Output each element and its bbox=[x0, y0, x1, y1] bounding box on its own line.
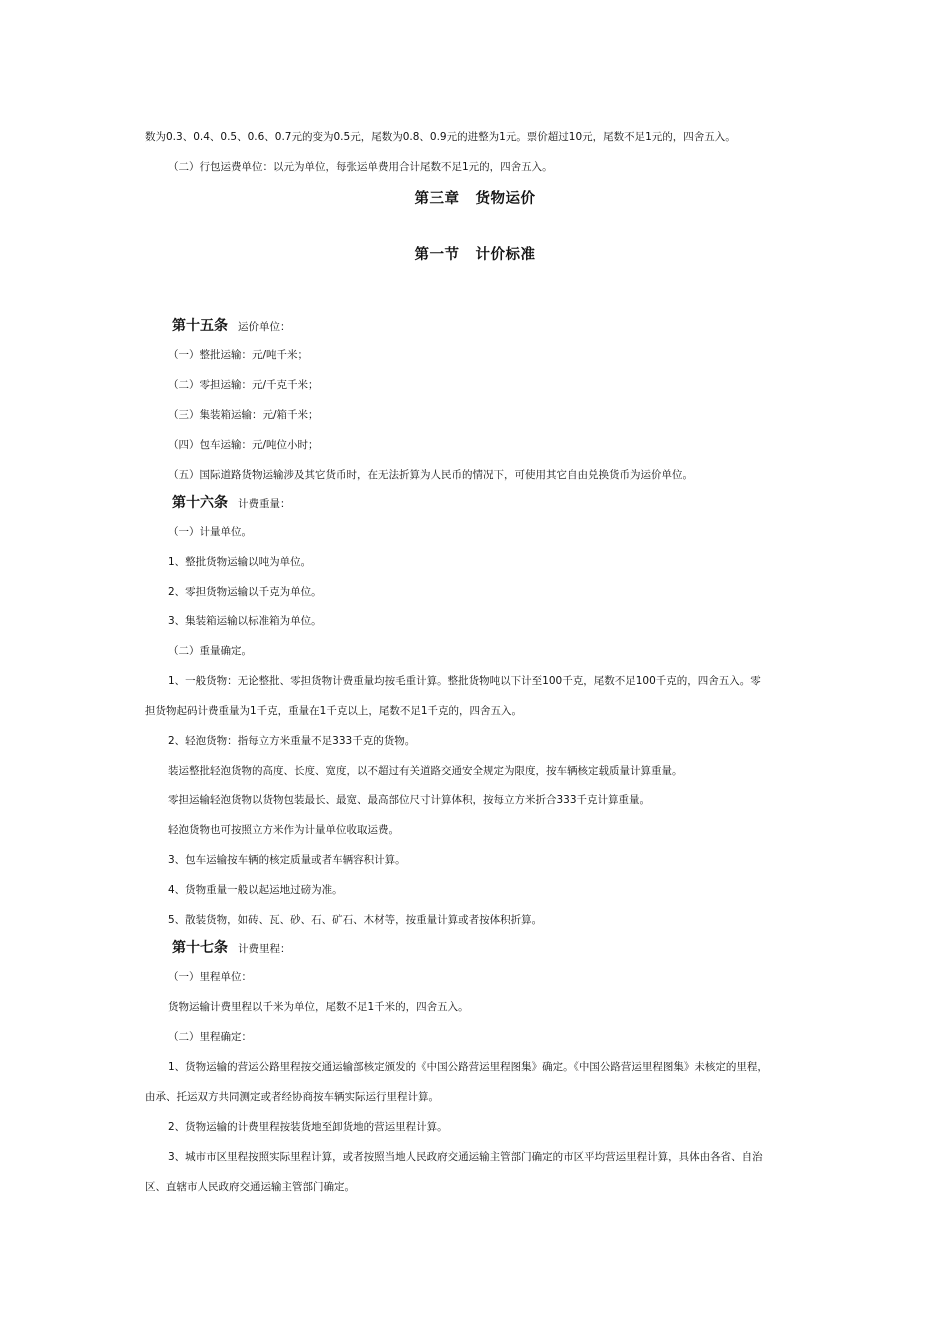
text-line: 装运整批轻泡货物的高度、长度、宽度，以不超过有关道路交通安全规定为限度，按车辆核定载质量计算重量。 bbox=[168, 765, 683, 777]
text-line: 3、城市市区里程按照实际里程计算，或者按照当地人民政府交通运输主管部门确定的市区平均营运里程计算，具体由各省、自治 bbox=[168, 1151, 763, 1163]
list-item: （一）整批运输：元/吨千米； bbox=[168, 349, 309, 361]
text-line: （二）里程确定： bbox=[168, 1031, 252, 1043]
chapter-label: 第三章 bbox=[414, 191, 460, 207]
article-number: 第十五条 bbox=[172, 318, 228, 334]
chapter-name: 货物运价 bbox=[475, 191, 536, 207]
list-item: （五）国际道路货物运输涉及其它货币时，在无法折算为人民币的情况下，可使用其它自由兑换货币为运价单位。 bbox=[168, 469, 693, 481]
section-label: 第一节 bbox=[414, 247, 460, 263]
article-15-heading bbox=[172, 318, 291, 335]
list-item: （四）包车运输：元/吨位小时； bbox=[168, 439, 319, 451]
article-title: 运价单位： bbox=[238, 321, 291, 333]
article-number: 第十六条 bbox=[172, 495, 228, 511]
text-line: 3、包车运输按车辆的核定质量或者车辆容积计算。 bbox=[168, 854, 406, 866]
text-line: 2、货物运输的计费里程按装货地至卸货地的营运里程计算。 bbox=[168, 1121, 448, 1133]
section-name: 计价标准 bbox=[475, 247, 536, 263]
text-line: 区、直辖市人民政府交通运输主管部门确定。 bbox=[145, 1181, 355, 1193]
text-line: 1、货物运输的营运公路里程按交通运输部核定颁发的《中国公路营运里程图集》确定。《中国公路营运里程图集》未核定的里程， bbox=[168, 1061, 768, 1073]
text-line: 零担运输轻泡货物以货物包装最长、最宽、最高部位尺寸计算体积，按每立方米折合333千克计算重量。 bbox=[168, 794, 651, 806]
text-line: 5、散装货物，如砖、瓦、砂、石、矿石、木材等，按重量计算或者按体积折算。 bbox=[168, 914, 543, 926]
text-line: 由承、托运双方共同测定或者经协商按车辆实际运行里程计算。 bbox=[145, 1091, 439, 1103]
text-line: 轻泡货物也可按照立方米作为计量单位收取运费。 bbox=[168, 824, 399, 836]
list-item: （三）集装箱运输：元/箱千米； bbox=[168, 409, 319, 421]
text-line: （二）重量确定。 bbox=[168, 645, 252, 657]
text-line: 货物运输计费里程以千米为单位，尾数不足1千米的，四舍五入。 bbox=[168, 1001, 469, 1013]
text-line: （一）计量单位。 bbox=[168, 526, 252, 538]
text-line: 2、轻泡货物：指每立方米重量不足333千克的货物。 bbox=[168, 735, 416, 747]
paragraph-fare-rounding: 数为0.3、0.4、0.5、0.6、0.7元的变为0.5元，尾数为0.8、0.9元的进整为1元。票价超过10元，尾数不足1元的，四舍五入。 bbox=[145, 131, 736, 143]
text-line: 2、零担货物运输以千克为单位。 bbox=[168, 586, 322, 598]
text-line: 1、整批货物运输以吨为单位。 bbox=[168, 556, 312, 568]
article-number: 第十七条 bbox=[172, 940, 228, 956]
article-16-heading bbox=[172, 495, 291, 512]
text-line: 4、货物重量一般以起运地过磅为准。 bbox=[168, 884, 343, 896]
chapter-title bbox=[0, 187, 950, 208]
text-line: 1、一般货物：无论整批、零担货物计费重量均按毛重计算。整批货物吨以下计至100千克，尾数不足100千克的，四舍五入。零 bbox=[168, 675, 761, 687]
article-title: 计费里程： bbox=[238, 943, 291, 955]
section-title bbox=[0, 243, 950, 264]
list-item: （二）零担运输：元/千克千米； bbox=[168, 379, 319, 391]
article-17-heading bbox=[172, 940, 291, 957]
text-line: 3、集装箱运输以标准箱为单位。 bbox=[168, 615, 322, 627]
paragraph-luggage-unit: （二）行包运费单位：以元为单位，每张运单费用合计尾数不足1元的，四舍五入。 bbox=[168, 161, 553, 173]
text-line: （一）里程单位： bbox=[168, 971, 252, 983]
article-title: 计费重量： bbox=[238, 498, 291, 510]
text-line: 担货物起码计费重量为1千克，重量在1千克以上，尾数不足1千克的，四舍五入。 bbox=[145, 705, 523, 717]
